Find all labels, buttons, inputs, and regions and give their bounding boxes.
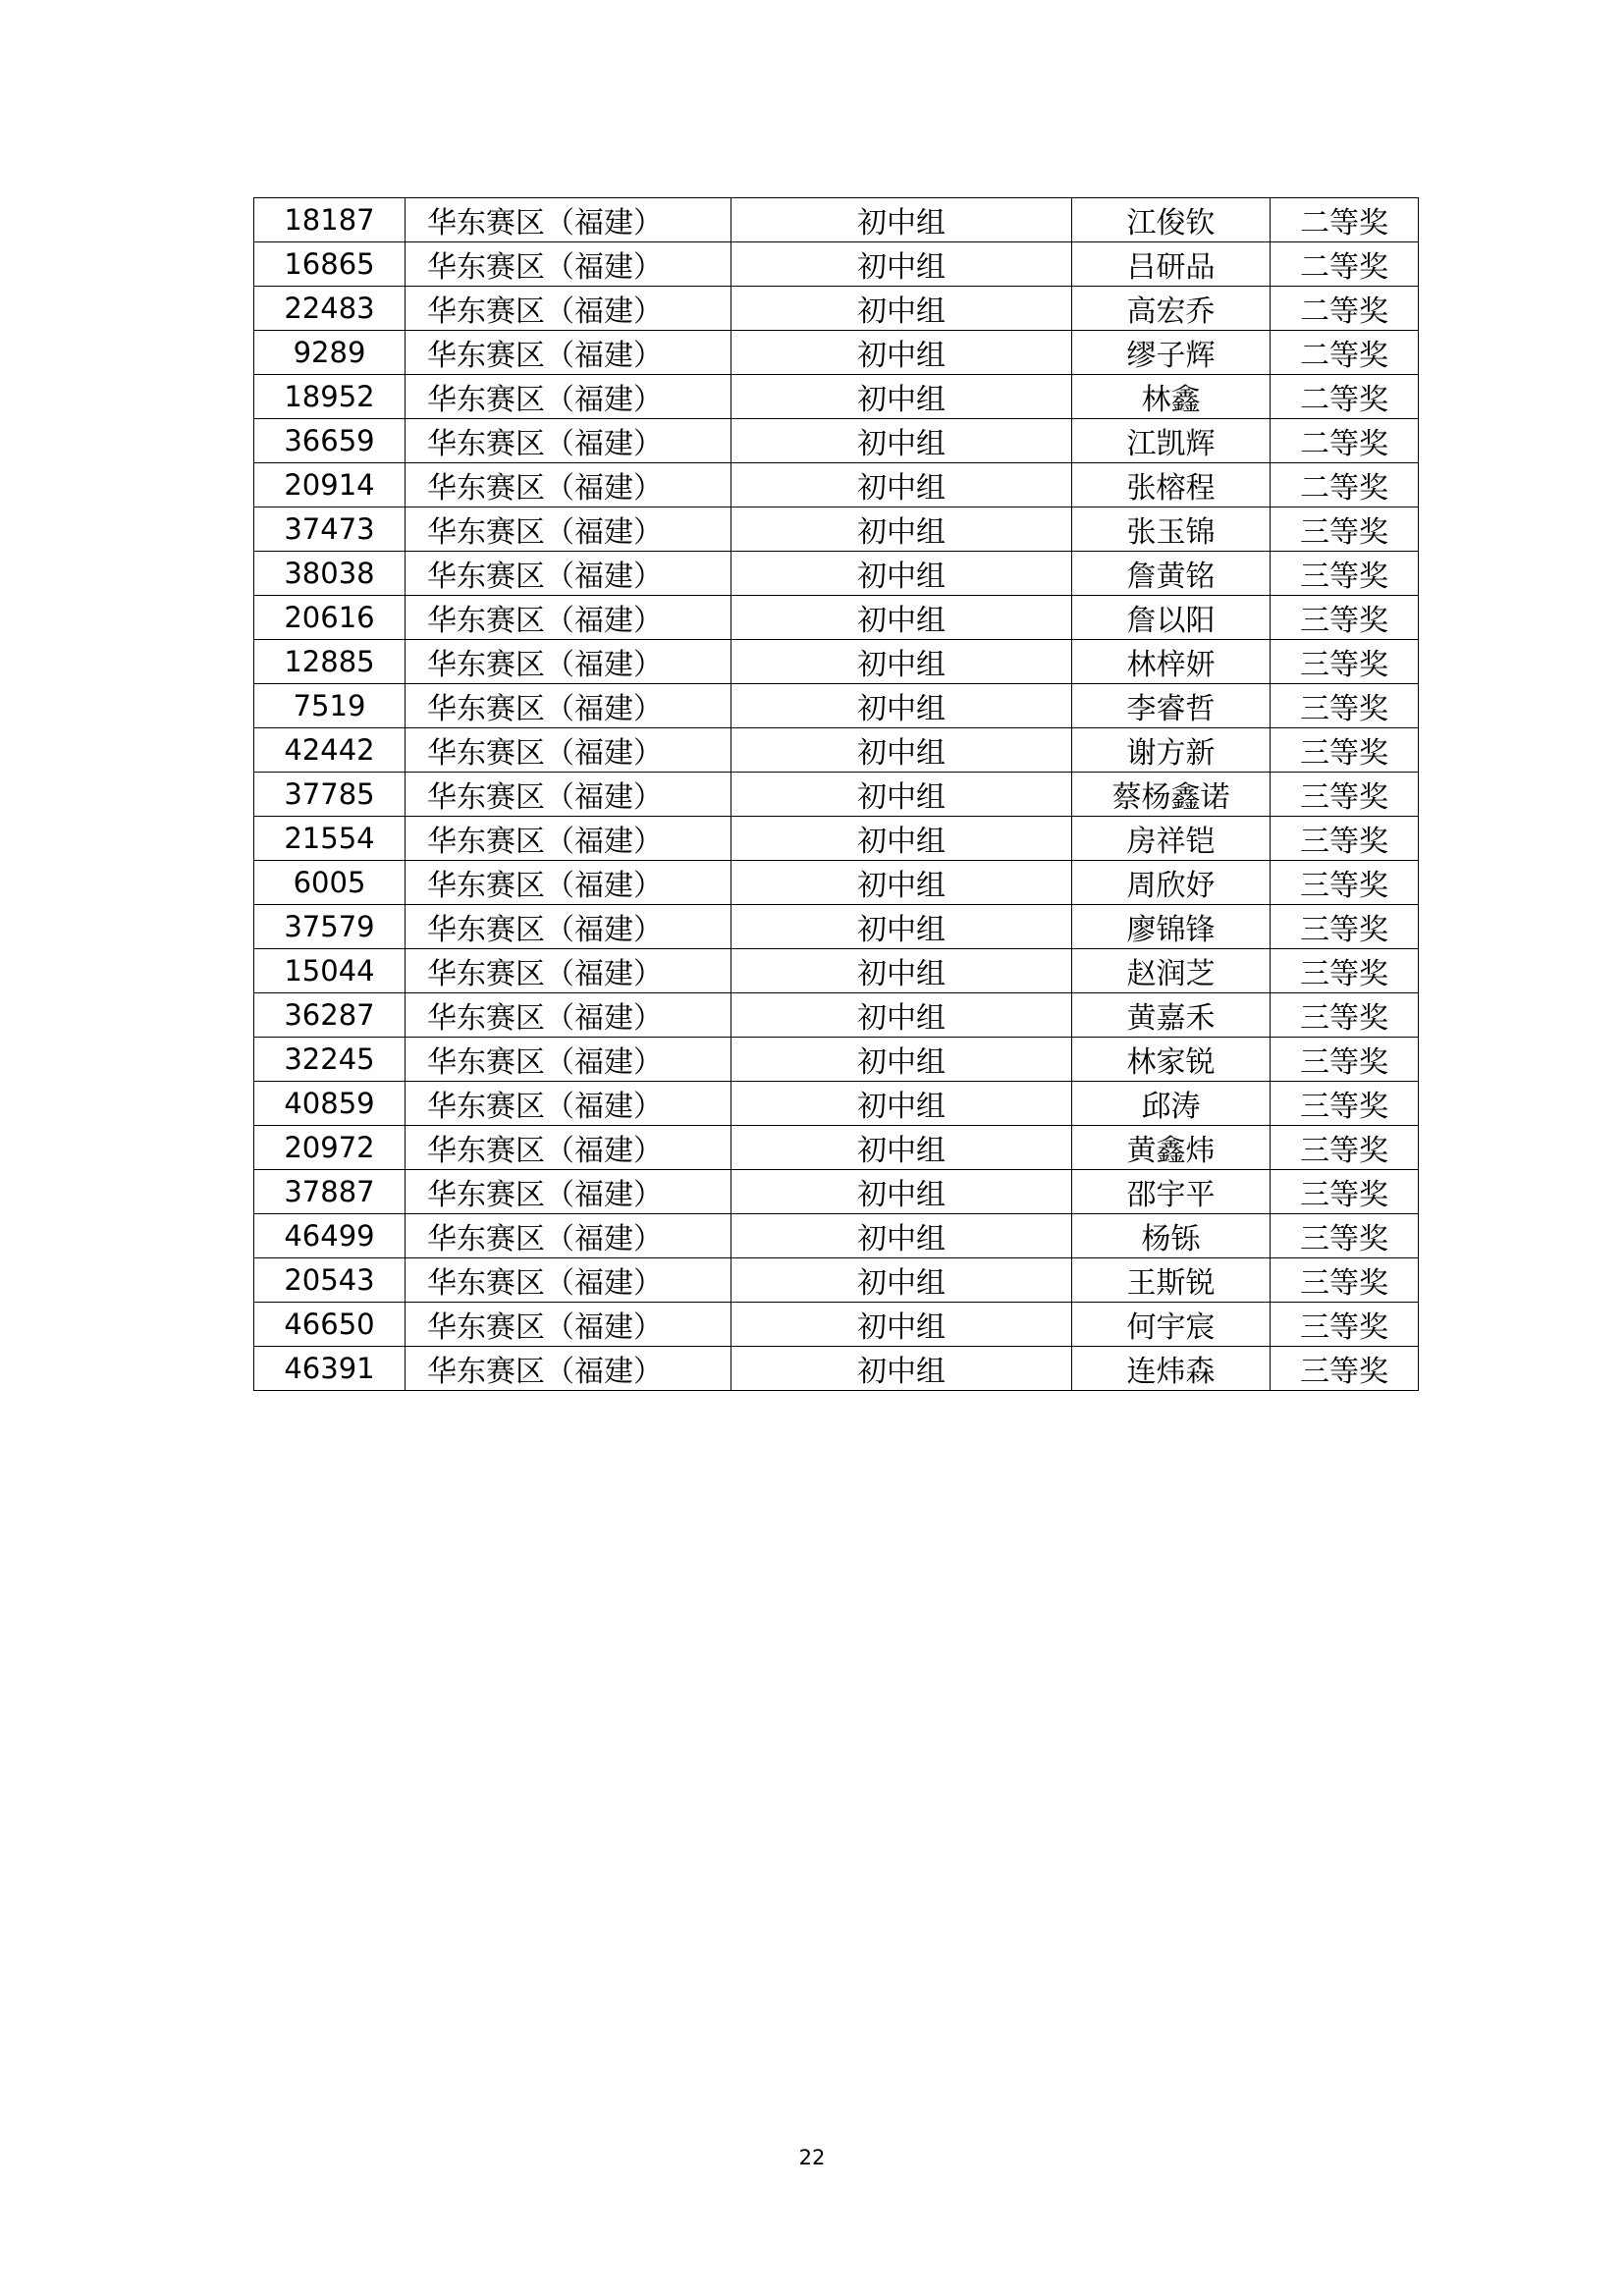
cell-region: 华东赛区（福建） (406, 640, 731, 684)
table-row (254, 684, 1419, 728)
cell-award: 三等奖 (1271, 684, 1419, 728)
cell-group: 初中组 (731, 905, 1072, 949)
cell-group: 初中组 (731, 861, 1072, 905)
table-row (254, 1214, 1419, 1258)
cell-name: 吕研品 (1072, 242, 1271, 287)
cell-name: 王斯锐 (1072, 1258, 1271, 1303)
cell-id: 40859 (254, 1082, 406, 1126)
cell-name: 谢方新 (1072, 728, 1271, 773)
cell-id: 37785 (254, 773, 406, 817)
cell-region: 华东赛区（福建） (406, 861, 731, 905)
results-table-body (254, 198, 1419, 1391)
cell-name: 李睿哲 (1072, 684, 1271, 728)
cell-group: 初中组 (731, 375, 1072, 419)
cell-region: 华东赛区（福建） (406, 242, 731, 287)
cell-id: 16865 (254, 242, 406, 287)
table-row (254, 1126, 1419, 1170)
cell-group: 初中组 (731, 684, 1072, 728)
cell-region: 华东赛区（福建） (406, 1170, 731, 1214)
cell-group: 初中组 (731, 552, 1072, 596)
cell-group: 初中组 (731, 596, 1072, 640)
cell-id: 37473 (254, 507, 406, 552)
cell-group: 初中组 (731, 640, 1072, 684)
cell-group: 初中组 (731, 817, 1072, 861)
cell-group: 初中组 (731, 1170, 1072, 1214)
cell-region: 华东赛区（福建） (406, 1126, 731, 1170)
cell-award: 二等奖 (1271, 242, 1419, 287)
cell-region: 华东赛区（福建） (406, 1038, 731, 1082)
cell-award: 二等奖 (1271, 287, 1419, 331)
table-row (254, 507, 1419, 552)
table-row (254, 419, 1419, 463)
cell-id: 37887 (254, 1170, 406, 1214)
table-row (254, 287, 1419, 331)
table-row (254, 817, 1419, 861)
table-row (254, 993, 1419, 1038)
cell-award: 三等奖 (1271, 1303, 1419, 1347)
cell-group: 初中组 (731, 287, 1072, 331)
cell-award: 三等奖 (1271, 596, 1419, 640)
cell-award: 三等奖 (1271, 1082, 1419, 1126)
cell-region: 华东赛区（福建） (406, 419, 731, 463)
cell-award: 三等奖 (1271, 552, 1419, 596)
table-row (254, 949, 1419, 993)
table-row (254, 331, 1419, 375)
cell-award: 三等奖 (1271, 1258, 1419, 1303)
cell-group: 初中组 (731, 949, 1072, 993)
table-row (254, 728, 1419, 773)
cell-id: 7519 (254, 684, 406, 728)
cell-region: 华东赛区（福建） (406, 817, 731, 861)
cell-award: 三等奖 (1271, 1170, 1419, 1214)
table-row (254, 1303, 1419, 1347)
cell-id: 15044 (254, 949, 406, 993)
table-row (254, 773, 1419, 817)
cell-id: 37579 (254, 905, 406, 949)
cell-award: 三等奖 (1271, 861, 1419, 905)
table-row (254, 375, 1419, 419)
cell-name: 詹黄铭 (1072, 552, 1271, 596)
page-number: 22 (798, 2146, 826, 2169)
table-row (254, 1170, 1419, 1214)
cell-name: 邱涛 (1072, 1082, 1271, 1126)
table-row (254, 1258, 1419, 1303)
cell-group: 初中组 (731, 419, 1072, 463)
cell-id: 9289 (254, 331, 406, 375)
cell-award: 三等奖 (1271, 949, 1419, 993)
cell-id: 20914 (254, 463, 406, 507)
cell-name: 廖锦锋 (1072, 905, 1271, 949)
cell-id: 12885 (254, 640, 406, 684)
cell-id: 36287 (254, 993, 406, 1038)
cell-award: 三等奖 (1271, 1126, 1419, 1170)
cell-award: 二等奖 (1271, 198, 1419, 242)
cell-id: 20616 (254, 596, 406, 640)
cell-region: 华东赛区（福建） (406, 463, 731, 507)
cell-region: 华东赛区（福建） (406, 949, 731, 993)
cell-name: 黄鑫炜 (1072, 1126, 1271, 1170)
cell-award: 三等奖 (1271, 1347, 1419, 1391)
cell-award: 三等奖 (1271, 817, 1419, 861)
cell-name: 江俊钦 (1072, 198, 1271, 242)
cell-name: 何宇宸 (1072, 1303, 1271, 1347)
cell-award: 三等奖 (1271, 640, 1419, 684)
cell-region: 华东赛区（福建） (406, 552, 731, 596)
cell-region: 华东赛区（福建） (406, 596, 731, 640)
cell-id: 6005 (254, 861, 406, 905)
cell-award: 三等奖 (1271, 1214, 1419, 1258)
cell-region: 华东赛区（福建） (406, 331, 731, 375)
cell-name: 连炜森 (1072, 1347, 1271, 1391)
cell-region: 华东赛区（福建） (406, 507, 731, 552)
table-row (254, 198, 1419, 242)
cell-award: 三等奖 (1271, 1038, 1419, 1082)
cell-region: 华东赛区（福建） (406, 1303, 731, 1347)
cell-region: 华东赛区（福建） (406, 773, 731, 817)
cell-name: 张榕程 (1072, 463, 1271, 507)
cell-group: 初中组 (731, 331, 1072, 375)
cell-region: 华东赛区（福建） (406, 993, 731, 1038)
cell-id: 20543 (254, 1258, 406, 1303)
cell-name: 周欣妤 (1072, 861, 1271, 905)
cell-id: 46499 (254, 1214, 406, 1258)
cell-award: 三等奖 (1271, 773, 1419, 817)
cell-name: 缪子辉 (1072, 331, 1271, 375)
cell-group: 初中组 (731, 242, 1072, 287)
cell-id: 46650 (254, 1303, 406, 1347)
table-row (254, 1347, 1419, 1391)
cell-name: 邵宇平 (1072, 1170, 1271, 1214)
cell-name: 赵润芝 (1072, 949, 1271, 993)
cell-region: 华东赛区（福建） (406, 728, 731, 773)
cell-region: 华东赛区（福建） (406, 1347, 731, 1391)
cell-id: 18952 (254, 375, 406, 419)
cell-region: 华东赛区（福建） (406, 684, 731, 728)
cell-group: 初中组 (731, 1303, 1072, 1347)
cell-region: 华东赛区（福建） (406, 287, 731, 331)
table-row (254, 596, 1419, 640)
table-row (254, 463, 1419, 507)
cell-award: 二等奖 (1271, 419, 1419, 463)
cell-name: 房祥铠 (1072, 817, 1271, 861)
cell-region: 华东赛区（福建） (406, 1082, 731, 1126)
cell-name: 黄嘉禾 (1072, 993, 1271, 1038)
cell-name: 林梓妍 (1072, 640, 1271, 684)
cell-award: 二等奖 (1271, 331, 1419, 375)
cell-group: 初中组 (731, 1347, 1072, 1391)
table-row (254, 242, 1419, 287)
table-row (254, 640, 1419, 684)
cell-group: 初中组 (731, 1214, 1072, 1258)
cell-award: 二等奖 (1271, 463, 1419, 507)
table-row (254, 552, 1419, 596)
cell-group: 初中组 (731, 198, 1072, 242)
cell-group: 初中组 (731, 773, 1072, 817)
cell-id: 36659 (254, 419, 406, 463)
cell-name: 林家锐 (1072, 1038, 1271, 1082)
cell-group: 初中组 (731, 1258, 1072, 1303)
cell-award: 三等奖 (1271, 728, 1419, 773)
cell-group: 初中组 (731, 463, 1072, 507)
cell-award: 二等奖 (1271, 375, 1419, 419)
cell-region: 华东赛区（福建） (406, 1258, 731, 1303)
cell-name: 高宏乔 (1072, 287, 1271, 331)
cell-award: 三等奖 (1271, 905, 1419, 949)
cell-group: 初中组 (731, 993, 1072, 1038)
cell-award: 三等奖 (1271, 993, 1419, 1038)
cell-group: 初中组 (731, 728, 1072, 773)
cell-group: 初中组 (731, 1038, 1072, 1082)
cell-name: 张玉锦 (1072, 507, 1271, 552)
cell-id: 20972 (254, 1126, 406, 1170)
cell-id: 22483 (254, 287, 406, 331)
cell-id: 32245 (254, 1038, 406, 1082)
cell-region: 华东赛区（福建） (406, 905, 731, 949)
cell-region: 华东赛区（福建） (406, 1214, 731, 1258)
cell-name: 杨铄 (1072, 1214, 1271, 1258)
table-row (254, 905, 1419, 949)
cell-name: 林鑫 (1072, 375, 1271, 419)
cell-id: 42442 (254, 728, 406, 773)
cell-name: 蔡杨鑫诺 (1072, 773, 1271, 817)
cell-region: 华东赛区（福建） (406, 198, 731, 242)
cell-id: 38038 (254, 552, 406, 596)
table-row (254, 1038, 1419, 1082)
cell-id: 18187 (254, 198, 406, 242)
results-table (253, 197, 1419, 1391)
cell-name: 江凯辉 (1072, 419, 1271, 463)
cell-region: 华东赛区（福建） (406, 375, 731, 419)
cell-group: 初中组 (731, 1126, 1072, 1170)
table-row (254, 1082, 1419, 1126)
cell-group: 初中组 (731, 507, 1072, 552)
cell-award: 三等奖 (1271, 507, 1419, 552)
cell-group: 初中组 (731, 1082, 1072, 1126)
cell-name: 詹以阳 (1072, 596, 1271, 640)
table-row (254, 861, 1419, 905)
cell-id: 46391 (254, 1347, 406, 1391)
cell-id: 21554 (254, 817, 406, 861)
